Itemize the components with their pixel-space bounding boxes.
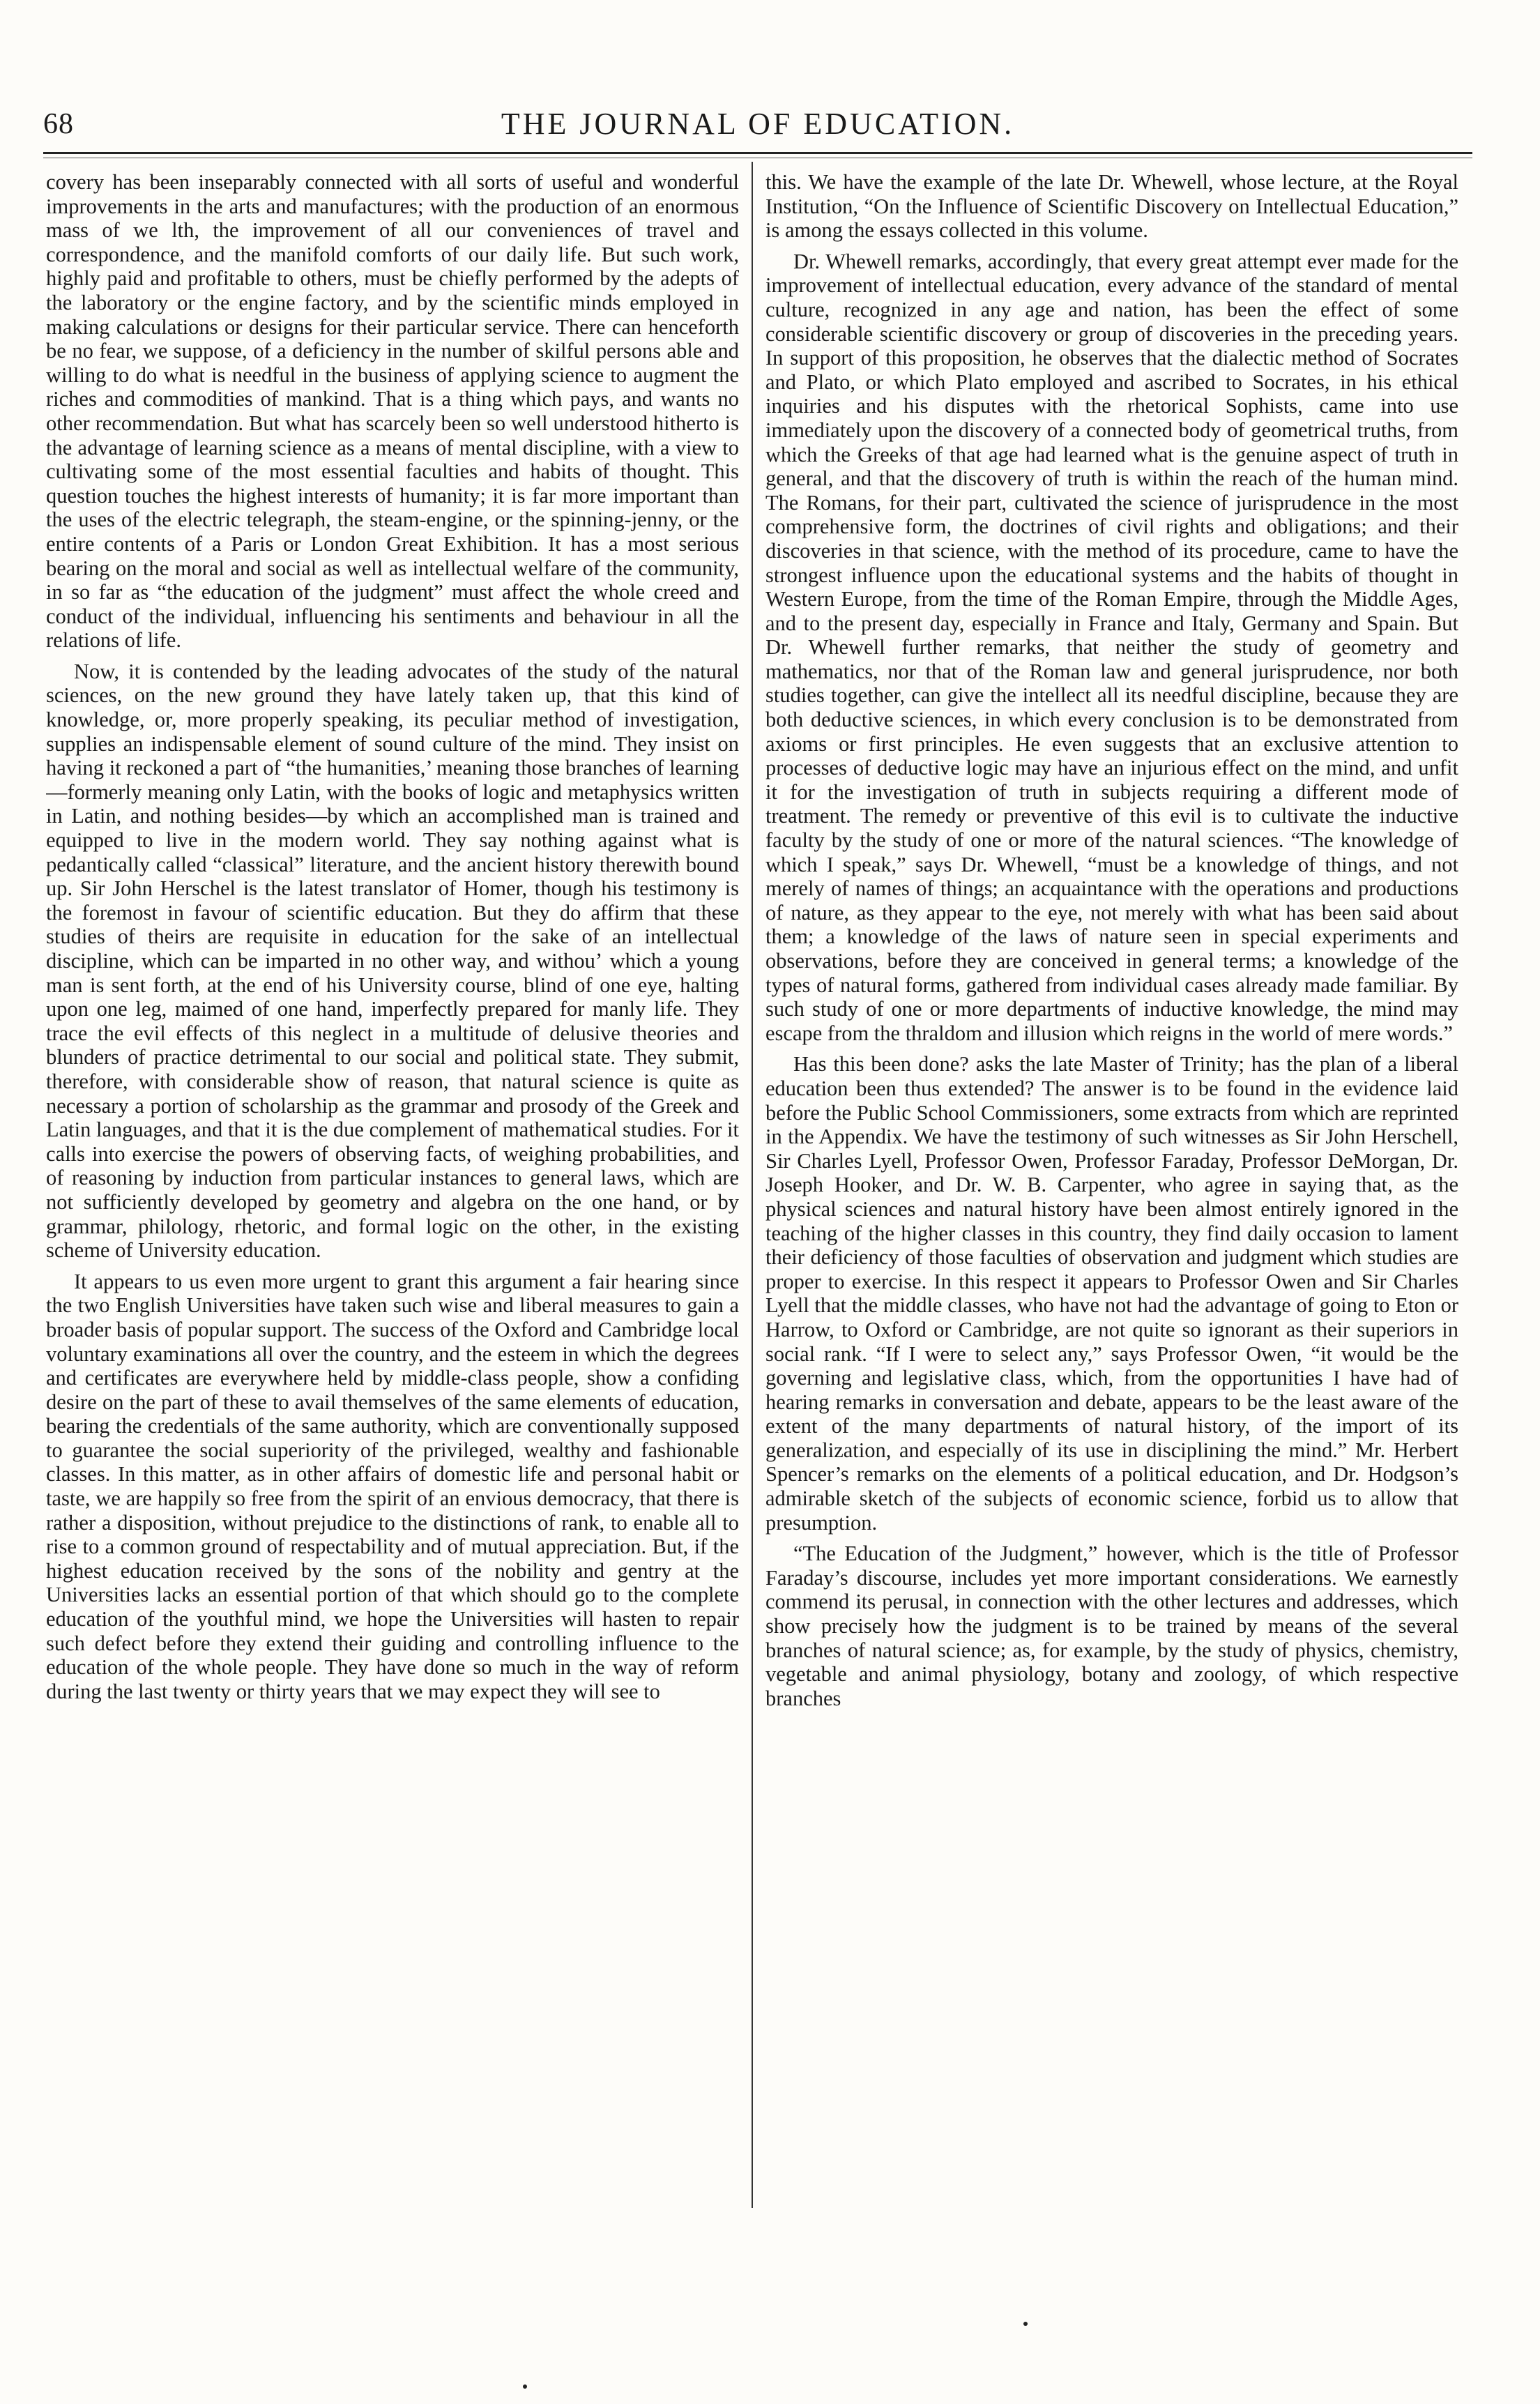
paragraph: Now, it is contended by the leading advocates of the study of the natural sciences, on the new ground they have lately taken up, that this kind of knowledge, or, more properly speaking, its peculiar method of investigation, supplies an indispensable element of sound culture of the mind. They insist on having it reckoned a part of “the humanities,’ meaning those branches of learning—formerly meaning only Latin, with the books of logic and metaphysics written in Latin, and nothing besides—by which an accomplished man is trained and equipped to live in the modern world. They say nothing against what is pedantically called “classical” literature, and the ancient history therewith bound up. Sir John Herschel is the latest translator of Homer, though his testimony is the foremost in favour of scientific education. But they do affirm that these studies of theirs are requisite in education for the sake of an intellectual discipline, which can be imparted in no other way, and withouʼ which a young man is sent forth, at the end of his University course, blind of one eye, halting upon one leg, maimed of one hand, imperfectly prepared for manly life. They trace the evil effects of this neglect in a multitude of delusive theories and blunders of practice detrimental to our social and political state. They submit, therefore, with considerable show of reason, that natural science is quite as necessary a portion of scholarship as the grammar and prosody of the Greek and Latin languages, and that it is the due complement of mathematical studies. For it calls into exercise the powers of observing facts, of weighing probabilities, and of reasoning by induction from particular instances to general laws, which are not sufficiently developed by geometry and algebra on the one hand, or by grammar, philology, rhetoric, and formal logic on the other, in the existing scheme of University education. <box>46 659 739 1263</box>
page-number: 68 <box>43 108 74 140</box>
left-column <box>46 170 739 2213</box>
print-speck <box>523 2384 527 2389</box>
paragraph: this. We have the example of the late Dr. Whewell, whose lecture, at the Royal Institution, “On the Influence of Scientific Discovery on Intellectual Education,” is among the essays collected in this volume. <box>765 170 1458 243</box>
running-title: THE JOURNAL OF EDUCATION. <box>501 107 1015 141</box>
print-speck <box>1023 2322 1028 2326</box>
header-rule <box>43 152 1472 154</box>
column-divider <box>752 162 753 2208</box>
paragraph: covery has been inseparably connected with all sorts of useful and wonderful improvements in the arts and manufactures; with the production of an enormous mass of we lth, the improvement of all our conveniences of travel and correspondence, and the manifold comforts of our daily life. But such work, highly paid and profitable to others, must be chiefly performed by the adepts of the laboratory or the engine factory, and by the scientific minds employed in making calculations or designs for their particular service. There can henceforth be no fear, we suppose, of a deficiency in the number of skilful persons able and willing to do what is needful in the business of applying science to augment the riches and commodities of mankind. That is a thing which pays, and wants no other recommendation. But what has scarcely been so well understood hitherto is the advantage of learning science as a means of mental discipline, with a view to cultivating some of the most essential faculties and habits of thought. This question touches the highest interests of humanity; it is far more important than the uses of the electric telegraph, the steam-engine, or the spinning-jenny, or the entire contents of a Paris or London Great Exhibition. It has a most serious bearing on the moral and social as well as intellectual welfare of the community, in so far as “the education of the judgment” must affect the whole creed and conduct of the individual, influencing his sentiments and behaviour in all the relations of life. <box>46 170 739 653</box>
paragraph: Has this been done? asks the late Master of Trinity; has the plan of a liberal education been thus extended? The answer is to be found in the evidence laid before the Public School Commissioners, some extracts from which are reprinted in the Appendix. We have the testimony of such witnesses as Sir John Herschell, Sir Charles Lyell, Professor Owen, Professor Faraday, Professor DeMorgan, Dr. Joseph Hooker, and Dr. W. B. Carpenter, who agree in saying that, as the physical sciences and natural history have been almost entirely ignored in the teaching of the higher classes in this country, they find daily occasion to lament their deficiency of those faculties of observation and judgment which studies are proper to exercise. In this respect it appears to Professor Owen and Sir Charles Lyell that the middle classes, who have not had the advantage of going to Eton or Harrow, to Oxford or Cambridge, are not quite so ignorant as their superiors in social rank. “If I were to select any,” says Professor Owen, “it would be the governing and legislative class, which, from the opportunities I have had of hearing remarks in conversation and debate, appears to be the least aware of the extent of the many departments of natural history, of the import of its generalization, and especially of its use in disciplining the mind.” Mr. Herbert Spencer’s remarks on the elements of a political education, and Dr. Hodgson’s admirable sketch of the subjects of economic science, forbid us to allow that presumption. <box>765 1052 1458 1535</box>
right-column <box>765 170 1458 2213</box>
paragraph: Dr. Whewell remarks, accordingly, that every great attempt ever made for the improvement of intellectual education, every advance of the standard of mental culture, recognized in any age and nation, has been the effect of some considerable scientific discovery or group of discoveries in the preceding years. In support of this proposition, he observes that the dialectic method of Socrates and Plato, or which Plato employed and ascribed to Socrates, in his ethical inquiries and his disputes with the rhetorical Sophists, came into use immediately upon the discovery of a connected body of geometrical truths, from which the Greeks of that age had learned what is the genuine aspect of truth in general, and that the discovery of truth is within the reach of the human mind. The Romans, for their part, cultivated the science of jurisprudence in the most comprehensive form, the doctrines of civil rights and obligations; and their discoveries in that science, with the method of its procedure, came to have the strongest influence upon the educational systems and the habits of thought in Western Europe, from the time of the Roman Empire, through the Middle Ages, and to the present day, especially in France and Italy, Germany and Spain. But Dr. Whewell further remarks, that neither the study of geometry and mathematics, nor that of the Roman law and general jurisprudence, nor both studies together, can give the intellect all its needful discipline, because they are both deductive sciences, in which every conclusion is to be demonstrated from axioms or first principles. He even suggests that an exclusive attention to processes of deductive logic may have an injurious effect on the mind, and unfit it for the investigation of truth in subjects requiring a different mode of treatment. The remedy or preventive of this evil is to cultivate the inductive faculty by the study of one or more of the natural sciences. “The knowledge of which I speak,” says Dr. Whewell, “must be a knowledge of things, and not merely of names of things; an acquaintance with the operations and productions of nature, as they appear to the eye, not merely with what has been said about them; a knowledge of the laws of nature seen in special experiments and observations, before they are conceived in general terms; a knowledge of the types of natural forms, gathered from individual cases already made familiar. By such study of one or more departments of inductive knowledge, the mind may escape from the thraldom and illusion which reigns in the world of mere words.” <box>765 249 1458 1045</box>
page-header <box>43 103 1472 145</box>
paragraph: It appears to us even more urgent to grant this argument a fair hearing since the two English Universities have taken such wise and liberal measures to gain a broader basis of popular support. The success of the Oxford and Cambridge local voluntary examinations all over the country, and the esteem in which the degrees and certificates are everywhere held by middle-class people, show a confiding desire on the part of these to avail themselves of the same elements of education, bearing the credentials of the same authority, which are conventionally supposed to guarantee the social superiority of the privileged, wealthy and fashionable classes. In this matter, as in other affairs of domestic life and personal habit or taste, we are happily so free from the spirit of an envious democracy, that there is rather a disposition, without prejudice to the distinctions of rank, to enable all to rise to a common ground of respectability and of mutual appreciation. But, if the highest education received by the sons of the nobility and gentry at the Universities lacks an essential portion of that which should go to the complete education of the youthful mind, we hope the Universities will hasten to repair such defect before they extend their guiding and controlling influence to the education of the whole people. They have done so much in the way of reform during the last twenty or thirty years that we may expect they will see to <box>46 1269 739 1703</box>
paragraph: “The Education of the Judgment,” however, which is the title of Professor Faraday’s discourse, includes yet more important considerations. We earnestly commend its perusal, in connection with the other lectures and addresses, which show precisely how the judgment is to be trained by means of the several branches of natural science; as, for example, by the study of physics, chemistry, vegetable and animal physiology, botany and zoology, of which respective branches <box>765 1542 1458 1710</box>
